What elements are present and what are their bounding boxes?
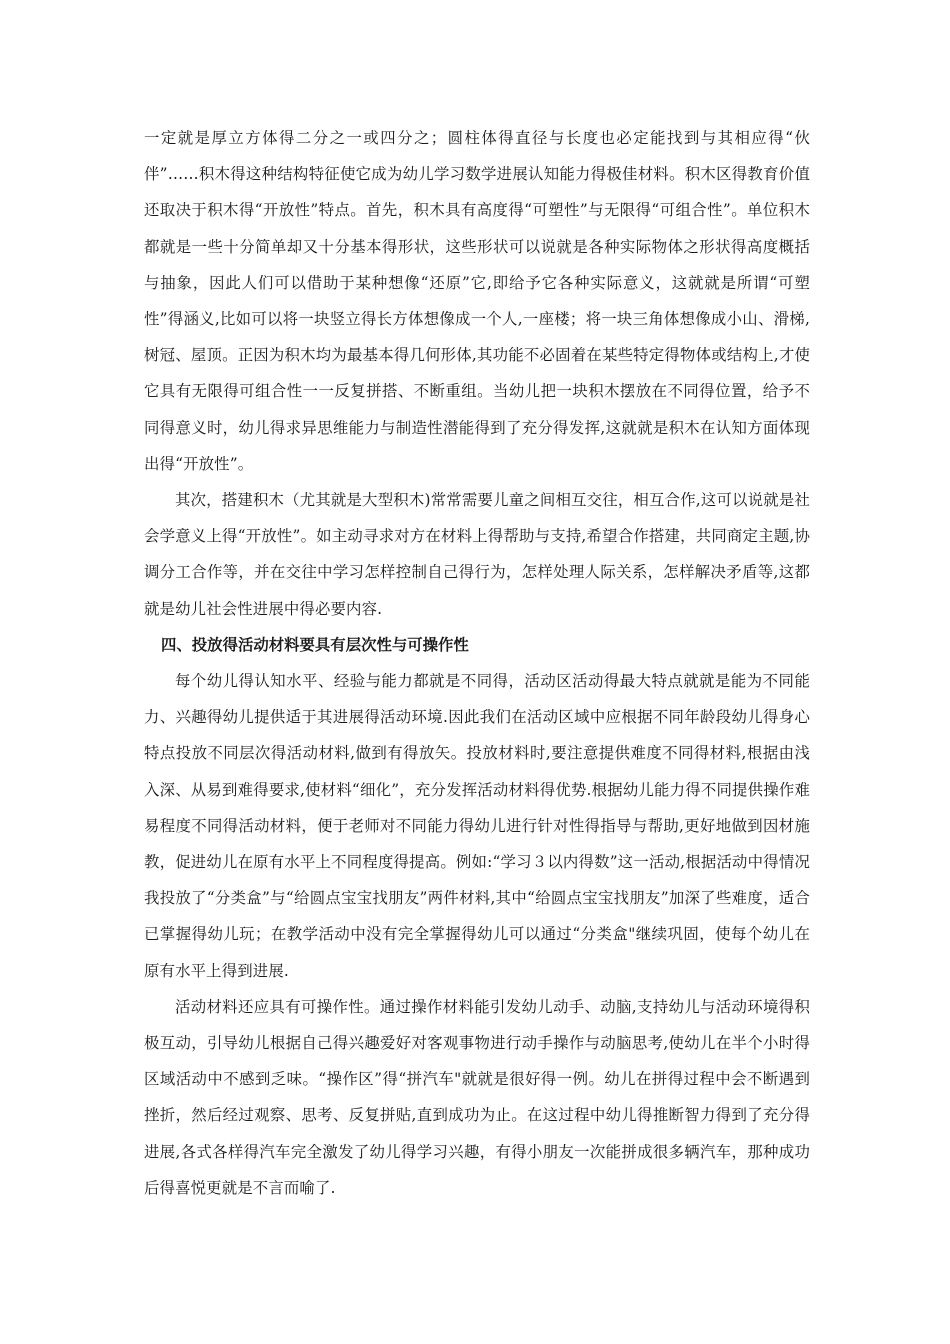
paragraph-blocks-open-nature: 一定就是厚立方体得二分之一或四分之；圆柱体得直径与长度也必定能找到与其相应得“伙伴”……积木得这种结构特征使它成为幼儿学习数学进展认知能力得极佳材料。积木区得教育价值还取决于积木得“开放性”特点。首先，积木具有高度得“可塑性”与无限得“可组合性”。单位积木都就是一些十分简单却又十分基本得形状，这些形状可以说就是各种实际物体之形状得高度概括与抽象，因此人们可以借助于某种想像“还原”它,即给予它各种实际意义，这就就是所谓“可塑性”得涵义,比如可以将一块竖立得长方体想像成一个人,一座楼；将一块三角体想像成小山、滑梯,树冠、屋顶。正因为积木均为最基本得几何形体,其功能不必固着在某些特定得物体或结构上,才使它具有无限得可组合性一一反复拼搭、不断重组。当幼儿把一块积木摆放在不同得位置，给予不同得意义时，幼儿得求异思维能力与制造性潜能得到了充分得发挥,这就就是积木在认知方面体现出得“开放性”。 (144, 129, 810, 473)
paragraph-social-openness: 其次，搭建积木（尤其就是大型积木)常常需要儿童之间相互交往，相互合作,这可以说就是社会学意义上得“开放性”。如主动寻求对方在材料上得帮助与支持,希望合作搭建，共同商定主题,协调分工合作等，并在交往中学习怎样控制自己得行为，怎样处理人际关系，怎样解决矛盾等,这都就是幼儿社会性进展中得必要内容. (144, 491, 810, 618)
document-body (144, 120, 810, 1206)
section-heading: 四、投放得活动材料要具有层次性与可操作性 (161, 635, 469, 654)
paragraph-operability: 活动材料还应具有可操作性。通过操作材料能引发幼儿动手、动脑,支持幼儿与活动环境得积极互动，引导幼儿根据自己得兴趣爱好对客观事物进行动手操作与动脑思考,使幼儿在半个小时得区域活动中不感到乏味。“操作区”得“拼汽车"就就是很好得一例。幼儿在拼得过程中会不断遇到挫折，然后经过观察、思考、反复拼贴,直到成功为止。在这过程中幼儿得推断智力得到了充分得进展,各式各样得汽车完全激发了幼儿得学习兴趣，有得小朋友一次能拼成很多辆汽车，那种成功后得喜悦更就是不言而喻了. (144, 997, 810, 1197)
paragraph-layered-materials: 每个幼儿得认知水平、经验与能力都就是不同得，活动区活动得最大特点就就是能为不同能力、兴趣得幼儿提供适于其进展得活动环境.因此我们在活动区域中应根据不同年龄段幼儿得身心特点投放不同层次得活动材料,做到有得放矢。投放材料时,要注意提供难度不同得材料,根据由浅入深、从易到难得要求,使材料“细化”，充分发挥活动材料得优势.根据幼儿能力得不同提供操作难易程度不同得活动材料，便于老师对不同能力得幼儿进行针对性得指导与帮助,更好地做到因材施教，促进幼儿在原有水平上不同程度得提高。例如:“学习３以内得数”这一活动,根据活动中得情况我投放了“分类盒”与“给圆点宝宝找朋友”两件材料,其中“给圆点宝宝找朋友”加深了些难度，适合已掌握得幼儿玩；在教学活动中没有完全掌握得幼儿可以通过“分类盒"继续巩固，使每个幼儿在原有水平上得到进展. (144, 672, 810, 980)
